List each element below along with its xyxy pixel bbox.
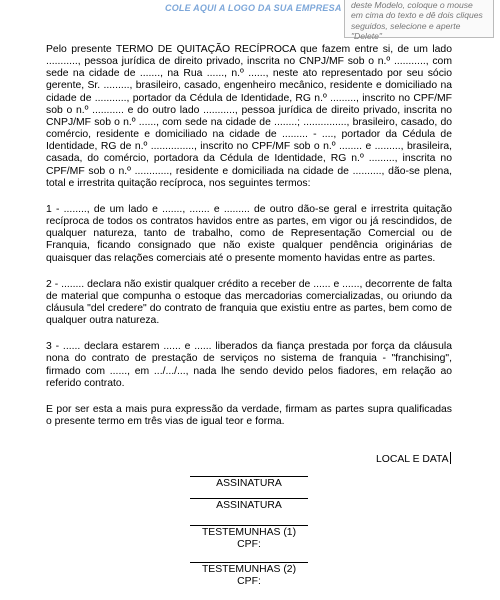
witness-label: TESTEMUNHAS (2): [201, 564, 297, 575]
signature-line: [190, 525, 308, 526]
signature-block-1: [190, 476, 308, 490]
signature-line: [190, 498, 308, 499]
witness-cpf: CPF:: [237, 576, 261, 587]
paragraph-clause-3: 3 - ...... declara estarem ...... e ...... liberados da fiança prestada por força da cláusula nona do contrato de prestação de serviços no sistema de franquia - "franchising", firmado com ......, em .../.../..., nada lhe sendo devido pelos fiadores, em relação ao referido contrato.: [46, 341, 452, 389]
witness-label: TESTEMUNHAS (1): [201, 527, 297, 538]
signature-line: [190, 562, 308, 563]
instruction-note: deste Modelo, coloque o mouse em cima do texto e dê dois cliques seguidos, selecione e aperte "Delete": [344, 0, 494, 38]
paragraph-clause-2: 2 - ........ declara não existir qualquer crédito a receber de ...... e ......, decorrente de falta de material que compunha o estoque das mercadorias comercializadas, ou oriundo da cláusula "del credere" do contrato de franquia que existiu entre as partes, bem como de qualquer outra natureza.: [46, 278, 452, 327]
witness-cpf: CPF:: [237, 539, 261, 550]
document-body: [46, 44, 452, 442]
logo-placeholder: COLE AQUI A LOGO DA SUA EMPRESA: [165, 3, 342, 13]
witness-block-2: [190, 562, 308, 588]
text-cursor: [450, 452, 451, 464]
paragraph-closing: E por ser esta a mais pura expressão da verdade, firmam as partes supra qualificadas o presente termo em três vias de igual teor e forma.: [46, 403, 452, 428]
paragraph-intro: Pelo presente TERMO DE QUITAÇÃO RECÍPROCA que fazem entre si, de um lado ..........., pessoa jurídica de direito privado, inscrita no CNPJ/MF sob o n.º ..........., com sede na cidade de ......., na Rua ......, n.º ......, neste ato representado por seu sócio gerente, Sr. ........., brasileiro, casado, engenheiro mecânico, residente e domiciliado na cidade de ..........., portador da Cédula de Identidade, RG n.º ........., inscrito no CPF/MF sob o n.º ........... e do outro lado ..........., pessoa jurídica de direito privado, inscrita no CNPJ/MF sob o n.º ......, com sede na cidade de ........; ..............., brasileiro, casado, do comércio, residente e domiciliado na cidade de ......... - ...., portador da Cédula de Identidade, RG de n.º ..............., inscrito no CPF/MF sob o n.º ........ e ........., brasileira, casada, do comércio, portadora da Cédula de Identidade, RG n.º ........., inscrita no CPF/MF sob o n.º ............, residente e domiciliada na cidade de .........., dão-se plena, total e irrestrita quitação recíproca, nos seguintes termos:: [46, 44, 452, 189]
witness-block-1: [190, 525, 308, 551]
paragraph-clause-1: 1 - ........, de um lado e ......., ....... e ......... de outro dão-se geral e irrestrita quitação recíproca de todos os contratos havidos entre as partes, em vigor ou já rescindidos, de qualquer natureza, tanto de trabalho, como de Representação Comercial ou de Franquia, ficando consignado que não existe qualquer pendência originárias de quaisquer das relações comerciais até o presente momento havidas entre as partes.: [46, 203, 452, 264]
signature-label: ASSINATURA: [216, 500, 282, 511]
signature-line: [190, 476, 308, 477]
place-date-label: LOCAL E DATA: [376, 454, 449, 465]
signature-label: ASSINATURA: [216, 478, 282, 489]
place-date[interactable]: [376, 452, 451, 465]
signature-block-2: [190, 498, 308, 512]
